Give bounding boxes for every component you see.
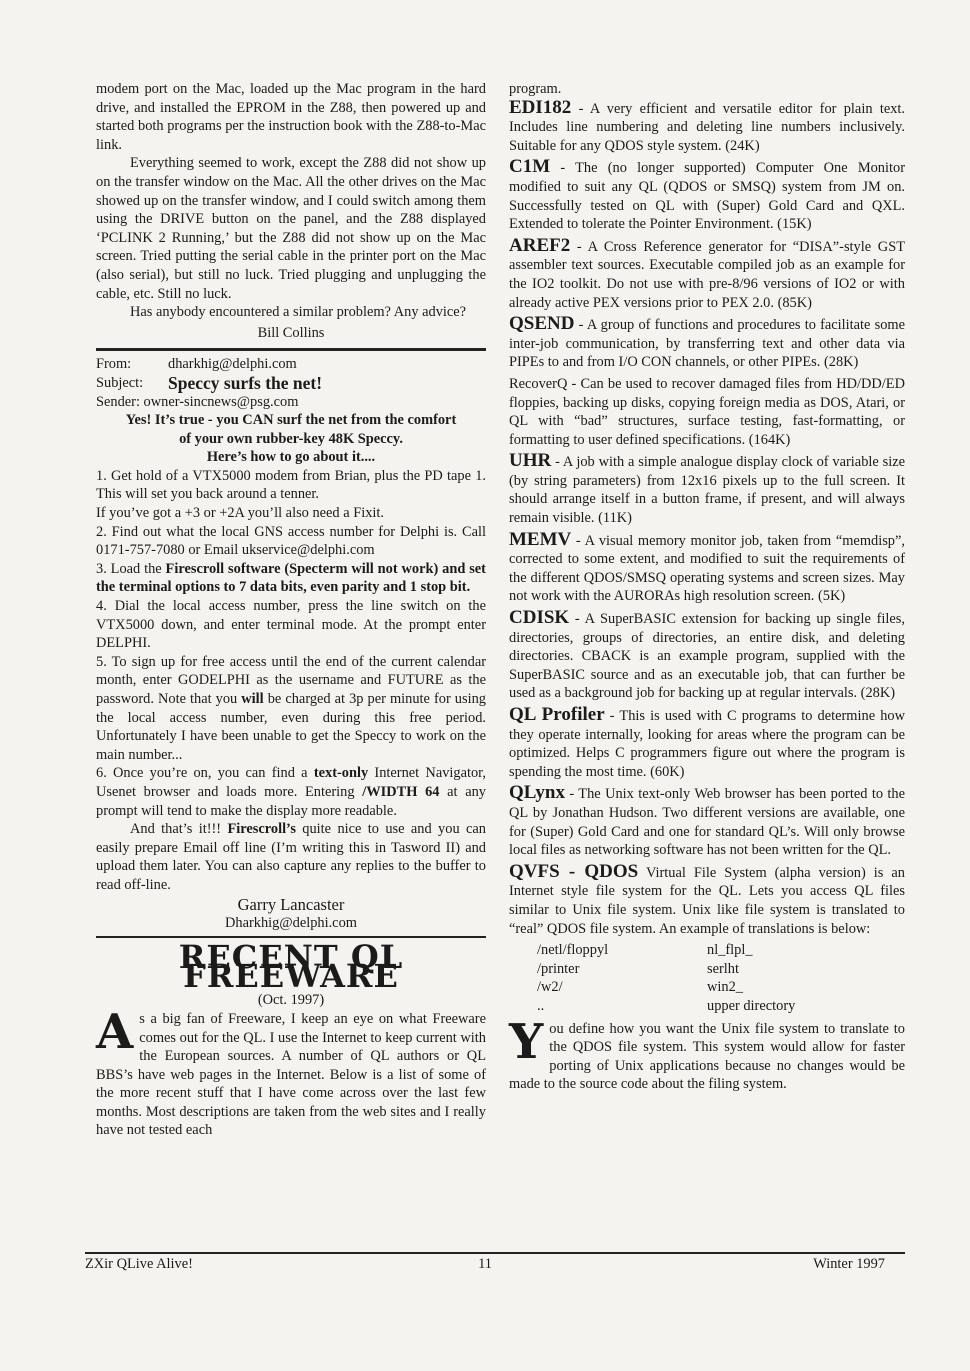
intro-line-2: of your own rubber-key 48K Speccy. (179, 430, 403, 447)
footer (85, 1252, 905, 1273)
translation-from: /w2/ (537, 979, 563, 996)
signature-name: Garry Lancaster (237, 894, 345, 914)
letter-paragraph-3: Has anybody encountered a similar problem? Any advice? (130, 304, 467, 321)
freeware-entry (509, 860, 905, 938)
letter-signature: Bill Collins (257, 324, 325, 341)
email-subject (96, 374, 486, 393)
program-name: UHR (509, 450, 552, 472)
program-description: - A Cross Reference generator for “DISA”-style GST assembler text sources. Executable compiled job as an example for the IO2 toolkit. Do not use with pre-8/96 versions of IO2 or with already active PEX versions prior to PEX 2.0. (85K) (509, 238, 905, 311)
closing-paragraph (96, 820, 486, 894)
step-5-bold: will (241, 691, 264, 707)
letter-paragraph-1: modem port on the Mac, loaded up the Mac program in the hard drive, and installed the EPROM in the Z88, then powered up and started both programs per the instruction book with the Z88-to-Mac link. (96, 81, 486, 153)
article-intro-text: s a big fan of Freeware, I keep an eye on what Freeware comes out for the QL. I use the Internet to keep current with the European sources. A number of QL authors or QL BBS’s have web pages in the Internet. Below is a list of some of the more recent stuff that I have come across over the last few months. Most descriptions are taken from the web sites and I really have not tested each (96, 1010, 486, 1139)
from-label: From: (96, 356, 132, 373)
program-description: - A SuperBASIC extension for backing up single files, directories, groups of directories, an entire disk, and deleting directories. CBACK is an example program, supplied with the SuperBASIC source and as an executable job, that can further be used as a background job for backing up at regular intervals. (28K) (509, 611, 905, 702)
closing-bold: Firescroll’s (227, 821, 296, 838)
intro-line-1: Yes! It’s true - you CAN surf the net from the comfort (125, 412, 457, 429)
freeware-entry (509, 706, 905, 781)
email-from (96, 355, 486, 374)
freeware-entry (509, 375, 905, 449)
signature-handle: Dharkhig@delphi.com (96, 914, 486, 939)
program-name: EDI182 (509, 96, 572, 118)
final-text: ou define how you want the Unix file system to translate to the QDOS file system. This system would allow for faster porting of Unix applications because no changes would be made to the source code about the filing system. (509, 1020, 905, 1093)
final-paragraph (509, 1013, 905, 1094)
translation-from: .. (537, 997, 545, 1014)
program-name: MEMV (509, 528, 572, 550)
step-4: 4. Dial the local access number, press the line switch on the VTX5000 down, and enter terminal mode. At the prompt enter DELPHI. (96, 598, 486, 652)
step-1: 1. Get hold of a VTX5000 modem from Brian, plus the PD tape 1. This will set you back around a tenner. (96, 467, 486, 503)
step-3-bold: Firescroll software (Specterm will not work) and set the terminal options to 7 data bits, even parity and 1 stop bit. (96, 560, 486, 596)
footer-page-number: 11 (478, 1256, 492, 1272)
freeware-entry (509, 528, 905, 606)
step-3 (96, 560, 486, 597)
footer-row (85, 1254, 905, 1273)
translation-to: nl_flpl_ (707, 942, 753, 959)
translation-to: serlht (707, 960, 739, 977)
freeware-entry (509, 234, 905, 312)
subject-value: Speccy surfs the net! (168, 372, 323, 393)
closing-c: quite nice to use and you can easily prepare Email off line (I’m writing this in Tasword II) and upload them later. You can also capture any replies to the buffer to read off-line. (96, 821, 486, 893)
program-description: RecoverQ - Can be used to recover damaged files from HD/DD/ED floppies, backing up disks, copying foreign media as DOS, Atari, or QL with “bad” structures, surface testing, fast-formatting, or formatting to user defined specifications. (164K) (509, 375, 905, 448)
step-6 (96, 764, 486, 820)
email-sender: Sender: owner-sincnews@psg.com (96, 393, 299, 410)
footer-publication: ZXir QLive Alive! (85, 1256, 193, 1272)
article-date: (Oct. 1997) (257, 992, 325, 1009)
step-5 (96, 653, 486, 765)
right-column (509, 80, 905, 1094)
program-name: CDISK (509, 607, 570, 629)
freeware-entry (509, 784, 905, 859)
article-title: RECENT QL FREEWARE (178, 938, 404, 995)
freeware-entry (509, 315, 905, 372)
divider (96, 348, 486, 351)
program-description: Virtual File System (alpha version) is an Internet style file system for the QL. Lets you access QL files similar to Unix file system. Unix like file system is translated to “real” QDOS file system. An example of translations is below: (509, 864, 905, 937)
step-6-bold-a: text-only (313, 765, 369, 782)
translation-table (537, 941, 905, 1015)
freeware-entry (509, 96, 905, 156)
step-6-bold-d: /WIDTH 64 (362, 783, 440, 800)
program-name: QL Profiler (509, 704, 605, 725)
article-intro (96, 1003, 486, 1140)
dropcap-y: Y (509, 1013, 544, 1070)
letter-paragraph-2: Everything seemed to work, except the Z88 did not show up on the transfer window on the Mac. All the other drives on the Mac showed up on the transfer window, and I could switch among them using the DRIVE button on the panel, and the Z88 displayed ‘PCLINK 2 Running,’ but the Z88 did not show up on the Mac screen. Tried putting the serial cable in the printer port on the Mac (also serial), but still no luck. Tried plugging and unplugging the cable, etc. Still no luck. (96, 155, 486, 302)
freeware-entry (509, 158, 905, 233)
program-name: QVFS - QDOS (509, 860, 639, 882)
intro-line-3: Here’s how to go about it.... (206, 449, 376, 466)
program-description: - This is used with C programs to determine how they operate internally, looking for areas where the program can be optimized. Helps C programmers figure out where the program is spending the most time. (60K) (509, 708, 905, 780)
program-description: - The Unix text-only Web browser has been ported to the QL by Jonathan Hudson. Two different versions are available, one for (Super) Gold Card and one for standard QL’s. Will only browse local files as networking software has not been written for the QL. (509, 786, 905, 859)
dropcap-a: A (96, 1003, 134, 1060)
translation-to: upper directory (707, 997, 796, 1014)
left-column (96, 80, 486, 1140)
step-3-text: 3. Load the (96, 560, 166, 577)
step-6-text-a: 6. Once you’re on, you can find a (96, 765, 314, 782)
program-description: - A group of functions and procedures to facilitate some inter-job communication, by transferring text and other data via PIPEs to and from I/O CON channels, or other PIPEs. (28K) (509, 317, 905, 371)
from-value: dharkhig@delphi.com (168, 356, 297, 373)
freeware-list (509, 96, 905, 939)
program-name: QLynx (509, 782, 565, 804)
program-description: - A visual memory monitor job, taken from “memdisp”, corrected to some extent, and modified to suit the requirements of the different QDOS/SMSQ operating systems and screen sizes. May not work with the AURORAs high resolution screen. (5K) (509, 532, 905, 605)
program-description: - The (no longer supported) Computer One Monitor modified to suit any QL (QDOS or SMSQ) system from JM on. Successfully tested on QL with (Super) Gold Card and QXL. Extended to tolerate the Pointer Environment. (15K) (509, 160, 905, 233)
continuation: program. (509, 81, 562, 97)
translation-from: /printer (537, 960, 580, 977)
program-description: - A job with a simple analogue display clock of variable size (by string parameters) from 12x16 pixels up to the full screen. It should arrange itself in a button frame, if present, and will always remain visible. (11K) (509, 454, 905, 527)
step-6-text-c: Internet Navigator, Usenet browser and loads more. Entering (96, 765, 486, 800)
step-2: 2. Find out what the local GNS access number for Delphi is. Call 0171-757-7080 or Email ukservice@delphi.com (96, 523, 486, 559)
program-description: - A very efficient and versatile editor for plain text. Includes line numbering and deleting line numbers inclusively. Suitable for any QDOS style system. (24K) (509, 100, 905, 154)
program-name: QSEND (509, 313, 575, 335)
program-name: AREF2 (509, 234, 571, 256)
program-name: C1M (509, 156, 551, 178)
closing-a: And that’s it!!! (130, 821, 228, 838)
translation-to: win2_ (707, 979, 743, 996)
step-5-text-a: 5. To sign up for free access until the end of the current calendar month, enter GODELPHI as the username and FUTURE as the password. Note that you (96, 653, 486, 707)
translation-from: /netl/floppyl (537, 942, 609, 959)
freeware-entry (509, 452, 905, 527)
step-1b: If you’ve got a +3 or +2A you’ll also need a Fixit. (96, 505, 385, 522)
footer-issue: Winter 1997 (813, 1256, 885, 1272)
step-5-text-c: be charged at 3p per minute for using the local access number, even during this free period. Unfortunately I have been unable to get the Speccy to work on the main number... (96, 691, 486, 763)
subject-label: Subject: (96, 374, 144, 391)
freeware-entry (509, 609, 905, 703)
step-6-text-e: at any prompt will tend to make the display more readable. (96, 783, 486, 819)
